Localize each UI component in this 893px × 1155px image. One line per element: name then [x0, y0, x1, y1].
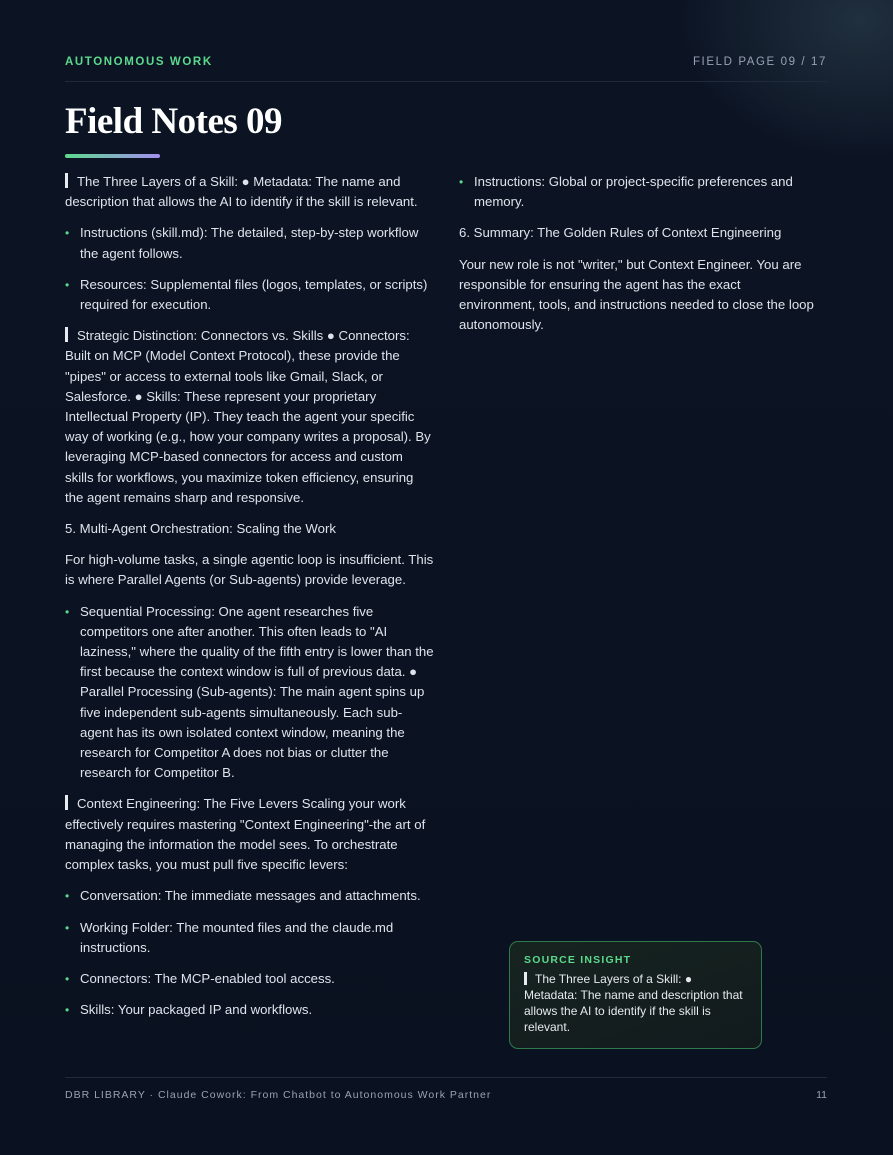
source-insight-card — [509, 941, 762, 1049]
title-underline — [65, 154, 160, 158]
paragraph-text: The Three Layers of a Skill: ● Metadata: The name and description that allows the AI to identify if the skill is relevant. — [65, 174, 418, 210]
bullet-icon: • — [65, 971, 70, 986]
callout-paragraph — [65, 794, 435, 875]
paragraph-text: Context Engineering: The Five Levers Scaling your work effectively requires mastering "Context Engineering"-the art of managing the information the model sees. To orchestrate complex tasks, you must pull five specific levers: — [65, 796, 426, 873]
bullet-icon: • — [65, 1003, 70, 1018]
field-page-indicator: FIELD PAGE 09 / 17 — [692, 56, 827, 68]
bullet-icon: • — [65, 226, 70, 241]
list-item — [65, 602, 435, 784]
section-kicker: AUTONOMOUS WORK — [65, 56, 213, 68]
list-item-text: Conversation: The immediate messages and attachments. — [80, 888, 421, 904]
section-heading: 5. Multi-Agent Orchestration: Scaling the Work — [65, 521, 336, 537]
list-item-text: Sequential Processing: One agent researches five competitors one after another. This often leads to "AI laziness," where the quality of the fifth entry is lower than the first because the context window is full of previous data. ● Parallel Processing (Sub-agents): The main agent spins up five independent sub-agents simultaneously. Each sub- agent has its own isolated context window, meaning the research for Competitor A does not bias or clutter the research for Competitor B. — [80, 603, 434, 781]
page-title: Field Notes 09 — [65, 101, 283, 142]
list-item — [65, 918, 435, 958]
list-item — [65, 275, 435, 315]
callout-paragraph — [65, 326, 435, 508]
page-header — [65, 56, 827, 82]
callout-paragraph — [65, 172, 435, 212]
footer-source: DBR LIBRARY · Claude Cowork: From Chatbot to Autonomous Work Partner — [65, 1089, 492, 1101]
list-item-text: Connectors: The MCP-enabled tool access. — [80, 970, 335, 986]
insight-label: SOURCE INSIGHT — [524, 954, 632, 966]
bullet-icon: • — [65, 920, 70, 935]
list-item-text: Resources: Supplemental files (logos, templates, or scripts) required for execution. — [80, 276, 428, 313]
bullet-icon: • — [65, 889, 70, 904]
left-column — [65, 172, 435, 1031]
list-item — [65, 223, 435, 263]
section-heading: 6. Summary: The Golden Rules of Context Engineering — [459, 225, 782, 241]
list-item-text: Working Folder: The mounted files and the claude.md instructions. — [80, 919, 394, 955]
insight-text — [524, 971, 747, 1035]
list-item-text: Instructions (skill.md): The detailed, step-by-step workflow the agent follows. — [80, 225, 419, 261]
list-item — [65, 1000, 435, 1020]
bullet-icon: • — [65, 604, 70, 619]
right-column — [459, 172, 819, 346]
page-number: 11 — [816, 1089, 827, 1101]
bullet-icon: • — [65, 277, 70, 292]
page-footer — [65, 1077, 827, 1107]
paragraph: For high-volume tasks, a single agentic loop is insufficient. This is where Parallel Agents (or Sub-agents) provide leverage. — [65, 552, 434, 588]
list-item — [459, 172, 819, 212]
list-item — [65, 886, 435, 906]
insight-text-content: The Three Layers of a Skill: ● Metadata: The name and description that allows the AI to identify if the skill is relevant. — [524, 972, 743, 1034]
list-item-text: Skills: Your packaged IP and workflows. — [80, 1002, 313, 1018]
list-item-text: Instructions: Global or project-specific preferences and memory. — [474, 174, 793, 210]
paragraph: Your new role is not "writer," but Context Engineer. You are responsible for ensuring the agent has the exact environment, tools, and instructions needed to close the loop autonomously. — [459, 256, 814, 333]
bullet-icon: • — [459, 175, 464, 189]
list-item — [65, 969, 435, 989]
paragraph-text: Strategic Distinction: Connectors vs. Skills ● Connectors: Built on MCP (Model Context Protocol), these provide the "pipes" or access to external tools like Gmail, Slack, or Salesforce. ● Skills: These represent your proprietary Intellectual Property (IP). They teach the agent your specific way of working (e.g., how your company writes a proposal). By leveraging MCP-based connectors for access and custom skills for workflows, you maximize token efficiency, ensuring the agent remains sharp and responsive. — [65, 328, 431, 505]
